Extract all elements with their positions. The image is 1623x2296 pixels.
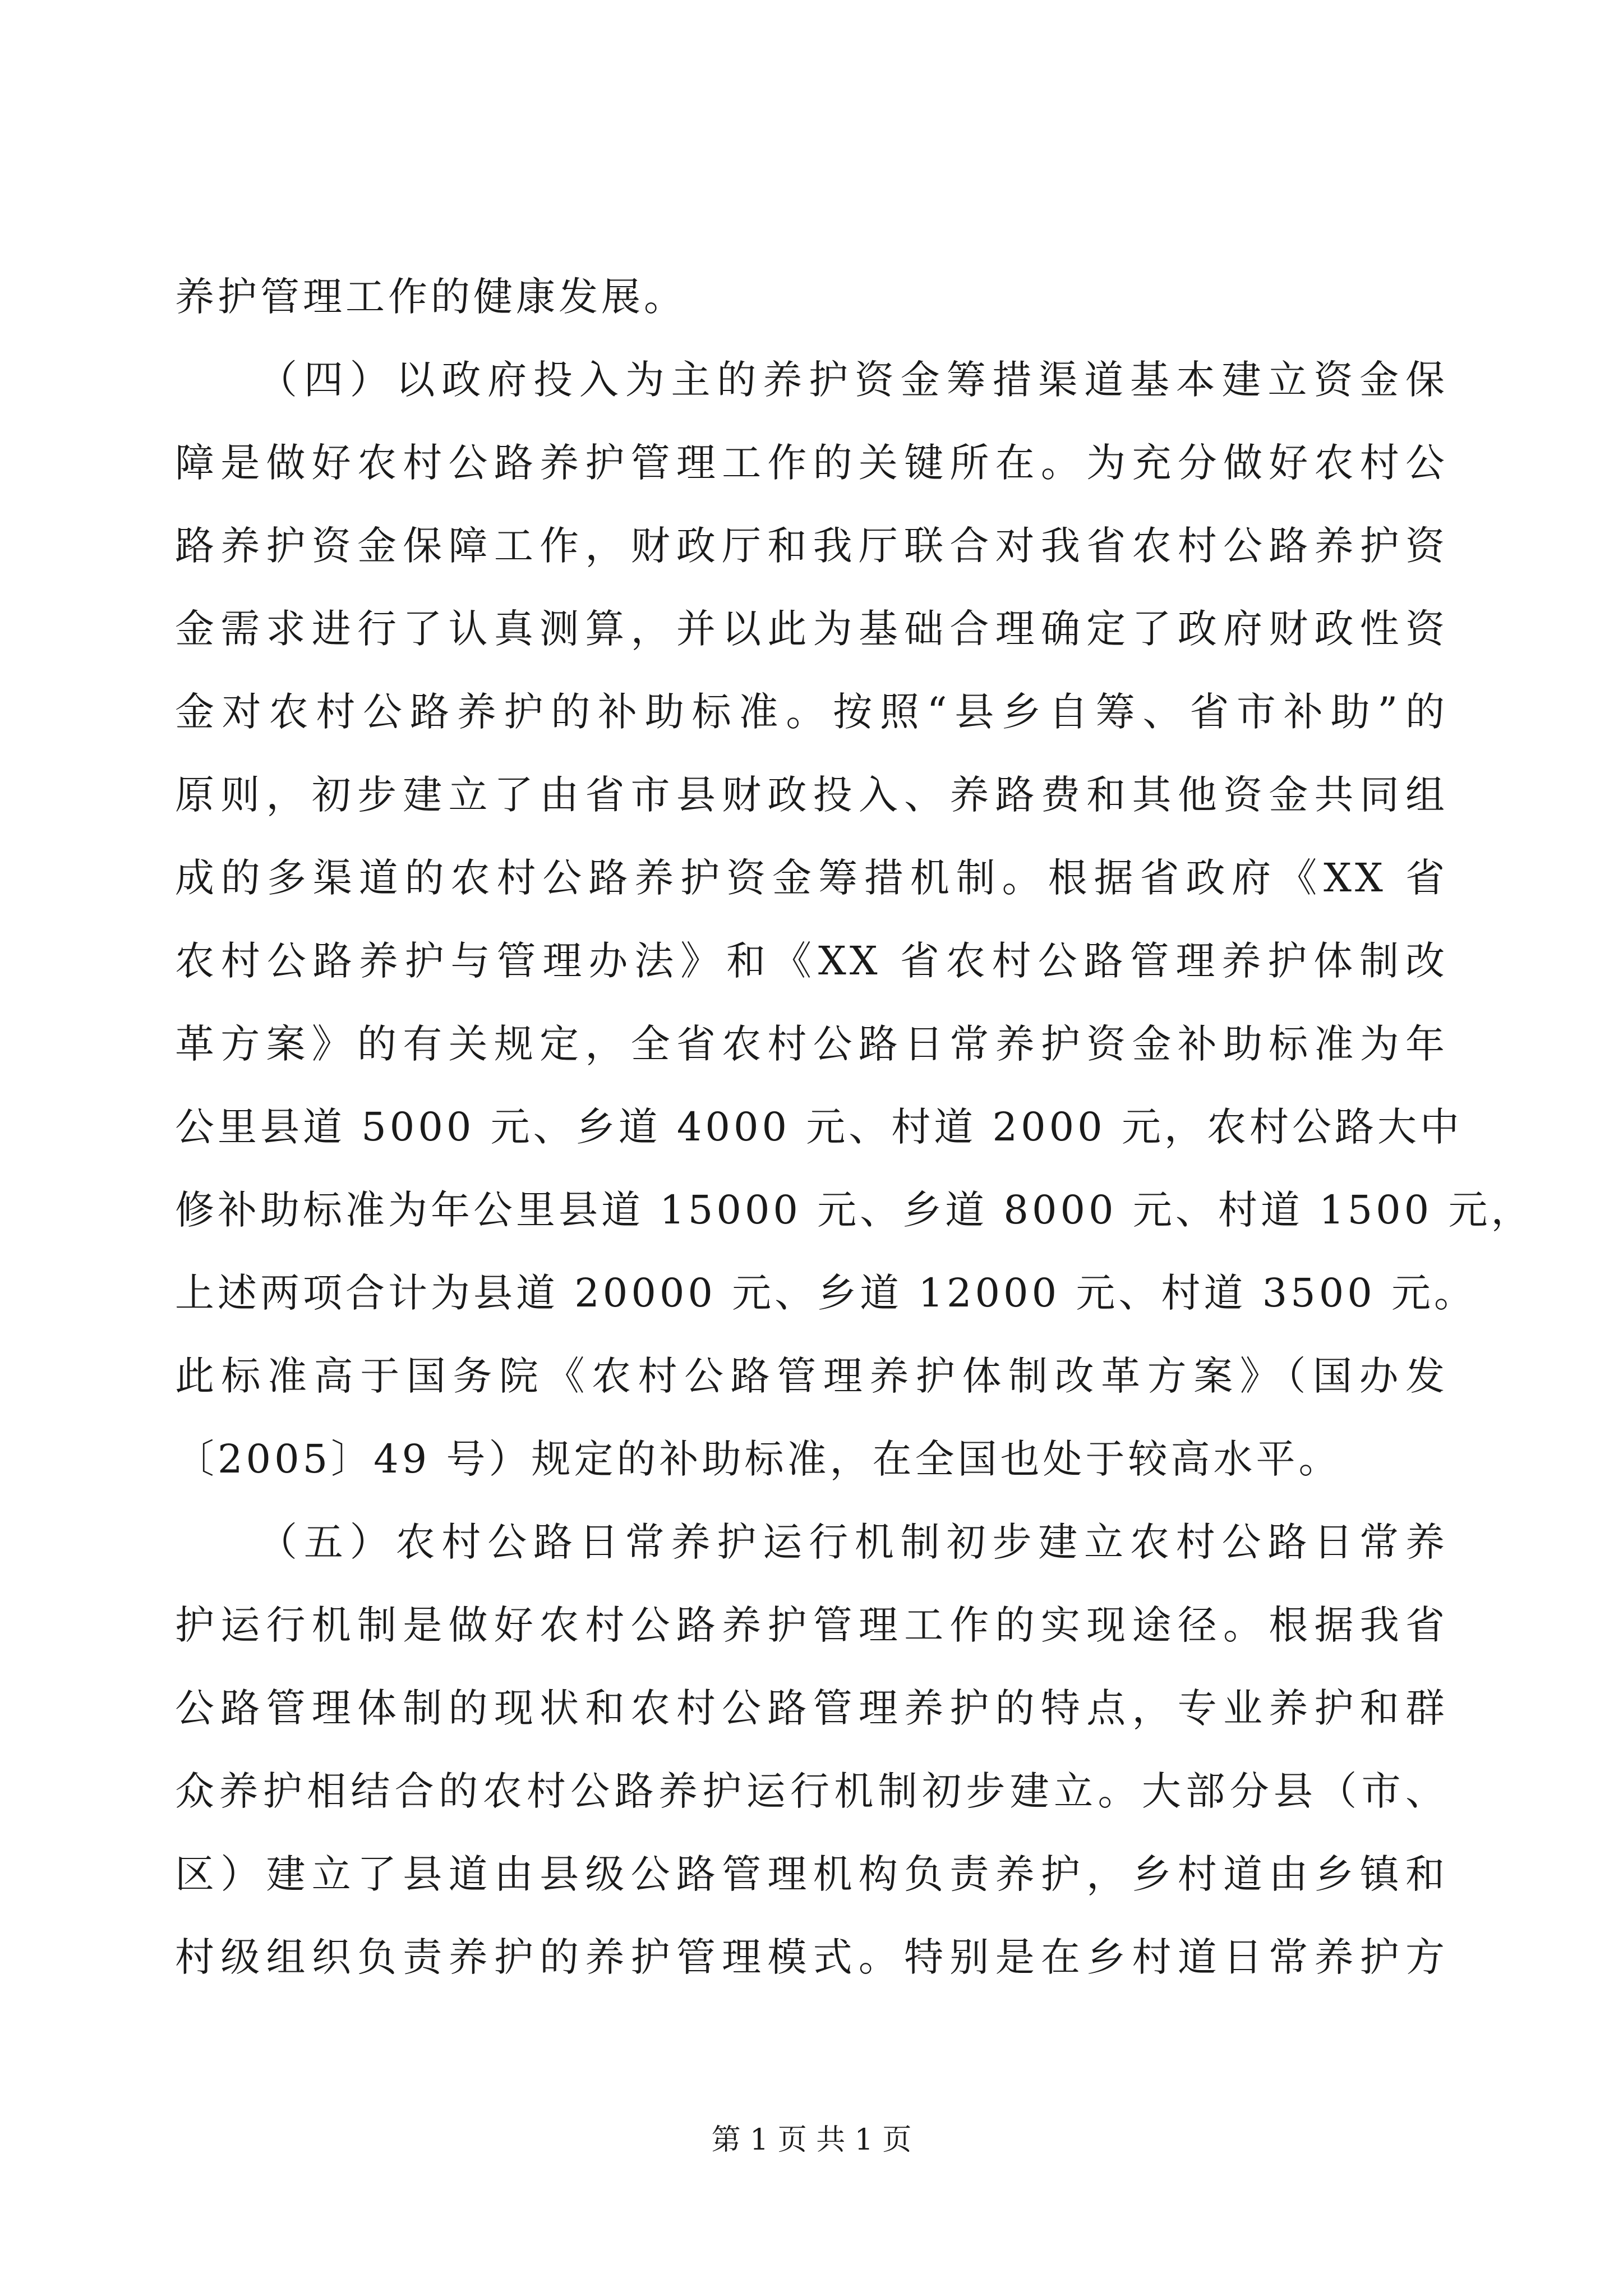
document-body [175, 255, 1534, 1999]
text-line-11: 公里县道 5000 元、乡道 4000 元、村道 2000 元，农村公路大中 [175, 1104, 1463, 1150]
text-line-19: 众养护相结合的农村公路养护运行机制初步建立。大部分县（市、 [175, 1768, 1448, 1814]
text-line-12: 修补助标准为年公里县道 15000 元、乡道 8000 元、村道 1500 元， [175, 1187, 1534, 1233]
text-line-7: 原则，初步建立了由省市县财政投入、养路费和其他资金共同组 [175, 772, 1448, 818]
text-line-17: 护运行机制是做好农村公路养护管理工作的实现途径。根据我省 [175, 1602, 1448, 1648]
text-line-15: 〔2005〕49 号）规定的补助标准，在全国也处于较高水平。 [175, 1436, 1341, 1482]
page-number-footer: 第 1 页 共 1 页 [711, 2123, 912, 2157]
text-line-1: 养护管理工作的健康发展。 [175, 274, 686, 320]
text-line-6: 金对农村公路养护的补助标准。按照“县乡自筹、省市补助”的 [175, 689, 1448, 735]
text-line-3: 障是做好农村公路养护管理工作的关键所在。为充分做好农村公 [175, 440, 1448, 486]
text-line-9: 农村公路养护与管理办法》和《XX 省农村公路管理养护体制改 [175, 938, 1448, 984]
text-line-2: （四）以政府投入为主的养护资金筹措渠道基本建立资金保 [258, 357, 1448, 403]
text-line-21: 村级组织负责养护的养护管理模式。特别是在乡村道日常养护方 [175, 1934, 1448, 1980]
text-line-5: 金需求进行了认真测算，并以此为基础合理确定了政府财政性资 [175, 606, 1448, 652]
text-line-14: 此标准高于国务院《农村公路管理养护体制改革方案》（国办发 [175, 1353, 1448, 1399]
text-line-10: 革方案》的有关规定，全省农村公路日常养护资金补助标准为年 [175, 1021, 1448, 1067]
text-line-13: 上述两项合计为县道 20000 元、乡道 12000 元、村道 3500 元。 [175, 1270, 1477, 1316]
text-line-18: 公路管理体制的现状和农村公路管理养护的特点，专业养护和群 [175, 1685, 1448, 1731]
text-line-4: 路养护资金保障工作，财政厅和我厅联合对我省农村公路养护资 [175, 523, 1448, 569]
text-line-20: 区）建立了县道由县级公路管理机构负责养护，乡村道由乡镇和 [175, 1851, 1448, 1897]
text-line-8: 成的多渠道的农村公路养护资金筹措机制。根据省政府《XX 省 [175, 855, 1448, 901]
text-line-16: （五）农村公路日常养护运行机制初步建立农村公路日常养 [258, 1519, 1448, 1565]
